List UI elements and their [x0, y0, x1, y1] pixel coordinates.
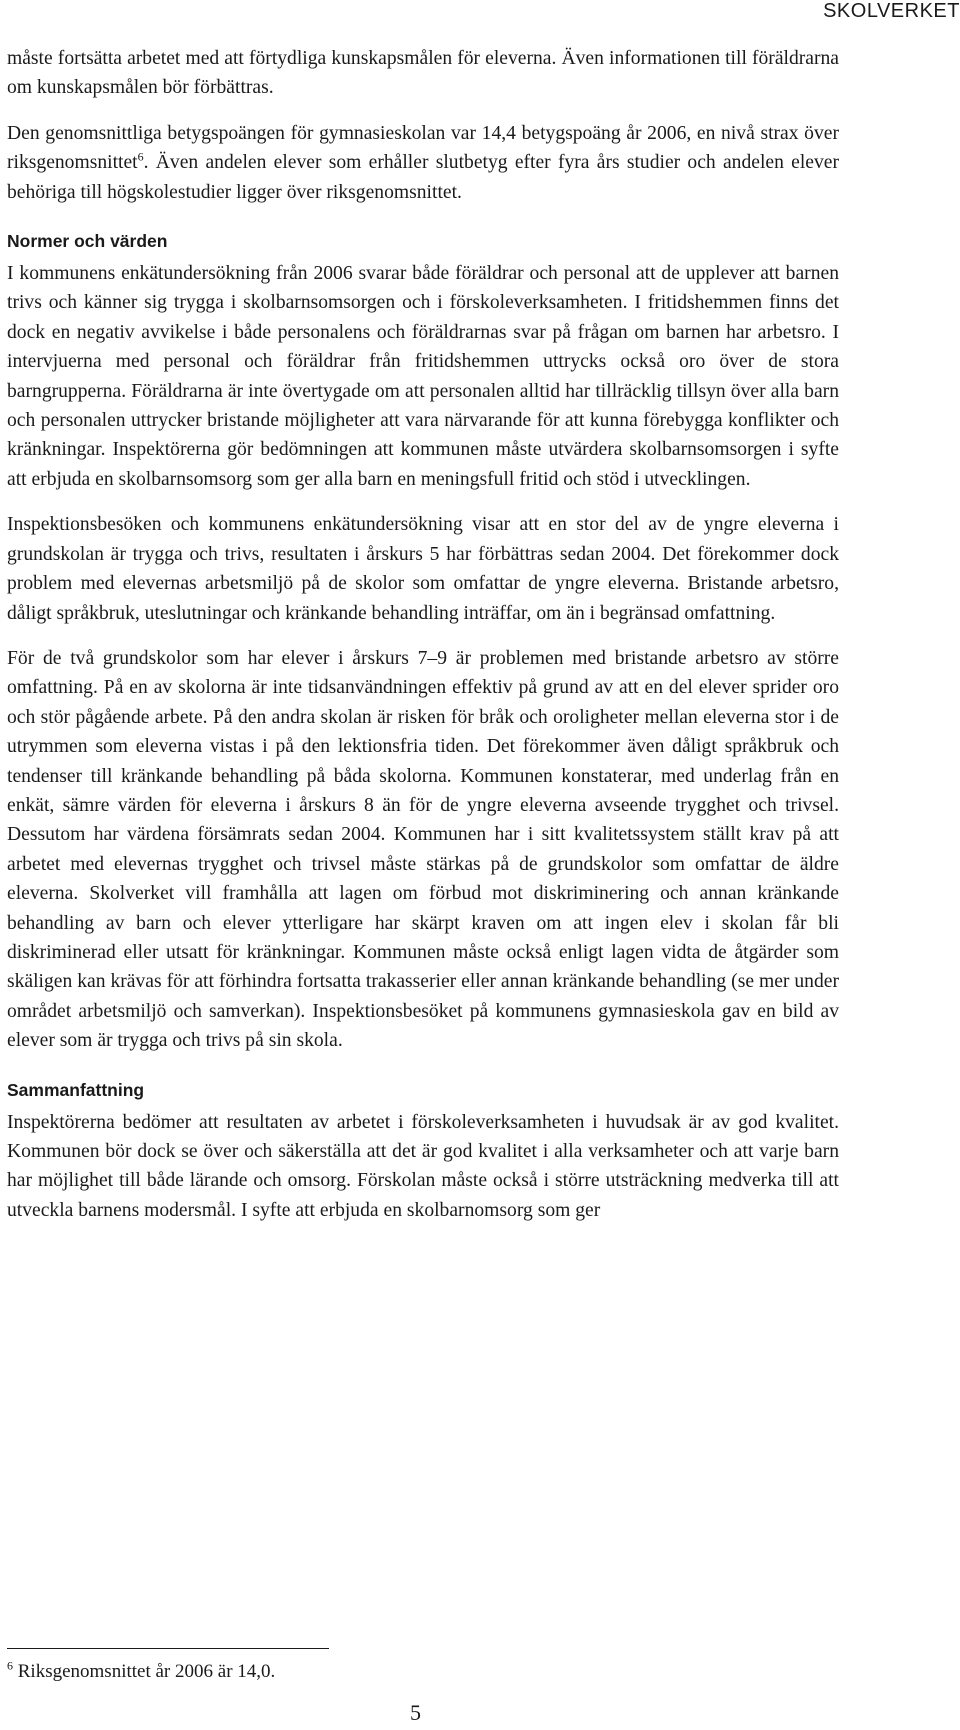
document-header-label: SKOLVERKET [823, 0, 960, 22]
document-body [7, 44, 839, 1241]
section-heading-summary: Sammanfattning [7, 1079, 145, 1100]
footnote-reference: 6 [137, 149, 144, 164]
footnote-marker: 6 [7, 1658, 13, 1673]
paragraph-survey-childcare: I kommunens enkätundersökning från 2006 svarar både föräldrar och personal att de upplever att barnen trivs och känner sig trygga i skolbarnsomsorgen och i förskoleverksamheten. I fritidshemmen finns det dock en negativ avvikelse i både personalens och föräldrarnas svar på frågan om barnen har arbetsro. I intervjuerna med personal och föräldrar från fritidshemmen uttrycks också oro över de stora barngrupperna. Föräldrarna är inte övertygade om att personalen alltid har tillräcklig tillsyn över alla barn och personalen uttrycker bristande möjligheter att vara närvarande för att kunna förebygga konflikter och kränkningar. Inspektörerna gör bedömningen att kommunen måste utvärdera skolbarnsomsorgen i syfte att erbjuda en skolbarnsomsorg som ger alla barn en meningsfull fritid och stöd i utvecklingen. [7, 263, 839, 490]
footnote-text: Riksgenomsnittet år 2006 är 14,0. [17, 1661, 276, 1682]
section-heading-norms-values: Normer och värden [7, 231, 168, 252]
paragraph-knowledge-goals: måste fortsätta arbetet med att förtydliga kunskapsmålen för eleverna. Även informationen till föräldrarna om kunskapsmålen bör förbättras. [7, 48, 839, 99]
page-number: 5 [410, 1700, 421, 1725]
paragraph-inspection-visits: Inspektionsbesöken och kommunens enkätundersökning visar att en stor del av de yngre eleverna i grundskolan är trygga och trivs, resultaten i årskurs 5 har förbättras sedan 2004. Det förekommer dock problem med elevernas arbetsmiljö på de skolor som omfattar de yngre eleverna. Bristande arbetsro, dåligt språkbruk, uteslutningar och kränkande behandling inträffar, om än i begränsad omfattning. [7, 514, 839, 624]
footnote [7, 1660, 275, 1684]
paragraph-grade-points-text-2: . Även andelen elever som erhåller slutbetyg efter fyra års studier och andelen elever behöriga till högskolestudier ligger över riksgenomsnittet. [7, 152, 839, 203]
paragraph-summary: Inspektörerna bedömer att resultaten av arbetet i förskoleverksamheten i huvudsak är av god kvalitet. Kommunen bör dock se över och säkerställa att det är god kvalitet i alla verksamheter och att varje barn har möjlighet till både lärande och omsorg. Förskolan måste också i större utsträckning medverka till att utveckla barnens modersmål. I syfte att erbjuda en skolbarnomsorg som ger [7, 1111, 839, 1221]
paragraph-grade-points [7, 119, 839, 207]
footnote-separator [7, 1648, 329, 1649]
paragraph-grade-7-9-problems: För de två grundskolor som har elever i årskurs 7–9 är problemen med bristande arbetsro av större omfattning. På en av skolorna är inte tidsanvändningen effektiv på grund av att en del elever sprider oro och stör pågående arbete. På den andra skolan är risken för bråk och oroligheter mellan eleverna stor i de utrymmen som eleverna vistas i på den lektionsfria tiden. Det förekommer även dåligt språkbruk och tendenser till kränkande behandling på båda skolorna. Kommunen konstaterar, med underlag från en enkät, sämre värden för eleverna i årskurs 8 än för de yngre eleverna avseende trygghet och trivsel. Dessutom har värdena försämrats sedan 2004. Kommunen har i sitt kvalitetssystem ställt krav på att arbetet med elevernas trygghet och trivsel måste stärkas på de grundskolor som omfattar de äldre eleverna. Skolverket vill framhålla att lagen om förbud mot diskriminering och annan kränkande behandling av barn och elever ytterligare har skärpt kraven om att ingen elev i skolan får bli diskriminerad eller utsatt för kränkningar. Kommunen måste också enligt lagen vidta de åtgärder som skäligen kan krävas för att förhindra fortsatta trakasserier eller annan kränkande behandling (se mer under området arbetsmiljö och samverkan). Inspektionsbesöket på kommunens gymnasieskola gav en bild av elever som är trygga och trivs på sin skola. [7, 647, 839, 1052]
paragraph-grade-points-text-1: Den genomsnittliga betygspoängen för gymnasieskolan var 14,4 betygspoäng år 2006, en nivå strax över riksgenomsnittet [7, 122, 839, 174]
